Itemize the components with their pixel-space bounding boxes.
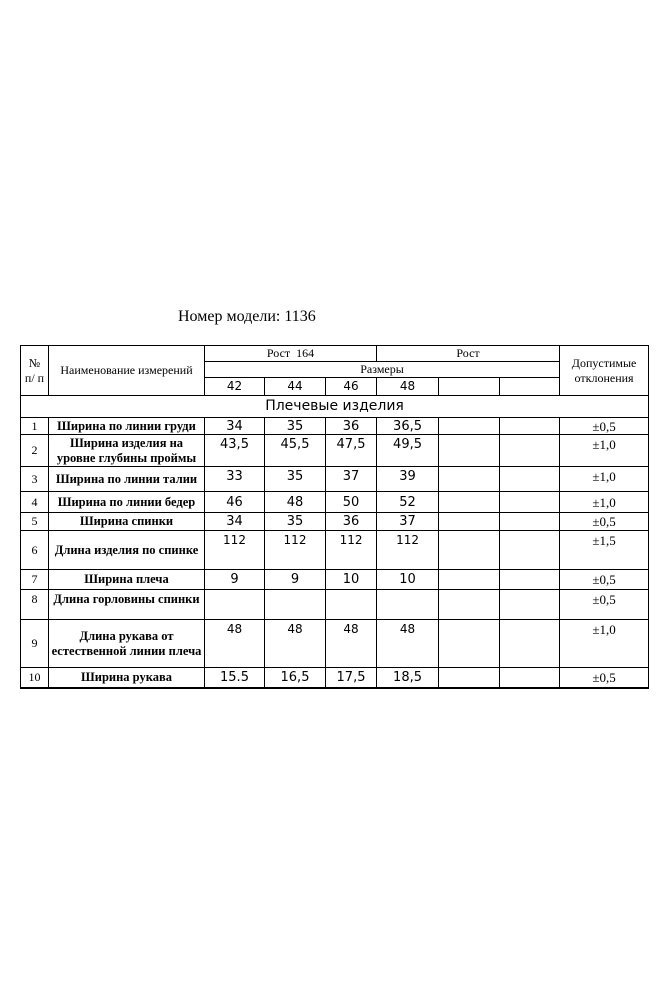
- value-cell: 34: [205, 513, 265, 531]
- tolerance-cell: ±1,5: [560, 531, 649, 570]
- header-height-164: Рост 164: [205, 346, 377, 362]
- measurement-name: Ширина рукава: [49, 668, 205, 688]
- size-cell: [439, 378, 500, 396]
- value-cell: [205, 590, 265, 620]
- value-cell: 48: [265, 620, 326, 668]
- measurement-name: Длина изделия по спинке: [49, 531, 205, 570]
- value-cell: [500, 570, 560, 590]
- table-row: [21, 467, 649, 492]
- value-cell: 112: [205, 531, 265, 570]
- value-cell: 48: [265, 492, 326, 513]
- value-cell: [265, 590, 326, 620]
- table-row: [21, 620, 649, 668]
- value-cell: 48: [326, 620, 377, 668]
- value-cell: [439, 668, 500, 688]
- value-cell: 46: [205, 492, 265, 513]
- value-cell: [439, 418, 500, 435]
- tolerance-cell: ±0,5: [560, 668, 649, 688]
- value-cell: [500, 418, 560, 435]
- row-number: 2: [21, 435, 49, 467]
- model-number-title: Номер модели: 1136: [178, 308, 316, 325]
- value-cell: 45,5: [265, 435, 326, 467]
- value-cell: [500, 620, 560, 668]
- value-cell: 112: [265, 531, 326, 570]
- measurement-name: Ширина по линии талии: [49, 467, 205, 492]
- value-cell: 18,5: [377, 668, 439, 688]
- table-row: [21, 513, 649, 531]
- row-number: 10: [21, 668, 49, 688]
- measurement-name: Ширина спинки: [49, 513, 205, 531]
- value-cell: [500, 492, 560, 513]
- measurement-name: Ширина плеча: [49, 570, 205, 590]
- value-cell: 50: [326, 492, 377, 513]
- header-measurement-name: Наименование измерений: [49, 346, 205, 396]
- table-row: [21, 435, 649, 467]
- value-cell: 48: [377, 620, 439, 668]
- value-cell: 49,5: [377, 435, 439, 467]
- value-cell: [439, 513, 500, 531]
- tolerance-cell: ±0,5: [560, 590, 649, 620]
- size-cell: 42: [205, 378, 265, 396]
- value-cell: 16,5: [265, 668, 326, 688]
- header-sizes: Размеры: [205, 362, 560, 378]
- value-cell: 52: [377, 492, 439, 513]
- value-cell: 43,5: [205, 435, 265, 467]
- value-cell: 112: [326, 531, 377, 570]
- tolerance-cell: ±1,0: [560, 467, 649, 492]
- value-cell: 9: [205, 570, 265, 590]
- section-title: Плечевые изделия: [21, 396, 649, 418]
- row-number: 7: [21, 570, 49, 590]
- value-cell: [326, 590, 377, 620]
- tolerance-cell: ±1,0: [560, 620, 649, 668]
- tolerance-cell: ±1,0: [560, 492, 649, 513]
- tolerance-cell: ±0,5: [560, 570, 649, 590]
- value-cell: [439, 467, 500, 492]
- row-number: 9: [21, 620, 49, 668]
- measurement-name: Ширина по линии груди: [49, 418, 205, 435]
- header-row-number: № п/ п: [21, 346, 49, 396]
- value-cell: 35: [265, 513, 326, 531]
- value-cell: [500, 435, 560, 467]
- value-cell: 36,5: [377, 418, 439, 435]
- value-cell: [500, 513, 560, 531]
- size-cell: 44: [265, 378, 326, 396]
- size-cell: 48: [377, 378, 439, 396]
- measurement-name: Длина рукава от естественной линии плеча: [49, 620, 205, 668]
- row-number: 3: [21, 467, 49, 492]
- value-cell: [439, 590, 500, 620]
- value-cell: [500, 590, 560, 620]
- header-tolerance: Допустимые отклонения: [560, 346, 649, 396]
- row-number: 4: [21, 492, 49, 513]
- value-cell: 15.5: [205, 668, 265, 688]
- value-cell: 112: [377, 531, 439, 570]
- tolerance-cell: ±1,0: [560, 435, 649, 467]
- value-cell: 17,5: [326, 668, 377, 688]
- value-cell: [439, 492, 500, 513]
- value-cell: 10: [377, 570, 439, 590]
- size-cell: 46: [326, 378, 377, 396]
- row-number: 1: [21, 418, 49, 435]
- row-number: 8: [21, 590, 49, 620]
- table-row: [21, 570, 649, 590]
- table-row: [21, 668, 649, 688]
- measurement-name: Длина горловины спинки: [49, 590, 205, 620]
- measurements-table: [20, 345, 649, 689]
- value-cell: 37: [326, 467, 377, 492]
- value-cell: [439, 570, 500, 590]
- value-cell: 36: [326, 513, 377, 531]
- row-number: 5: [21, 513, 49, 531]
- tolerance-cell: ±0,5: [560, 513, 649, 531]
- value-cell: 33: [205, 467, 265, 492]
- value-cell: 48: [205, 620, 265, 668]
- table-row: [21, 492, 649, 513]
- value-cell: 39: [377, 467, 439, 492]
- value-cell: 36: [326, 418, 377, 435]
- value-cell: [500, 668, 560, 688]
- value-cell: 34: [205, 418, 265, 435]
- row-number: 6: [21, 531, 49, 570]
- value-cell: 35: [265, 467, 326, 492]
- value-cell: 37: [377, 513, 439, 531]
- value-cell: 9: [265, 570, 326, 590]
- size-cell: [500, 378, 560, 396]
- value-cell: [439, 531, 500, 570]
- value-cell: [377, 590, 439, 620]
- value-cell: 47,5: [326, 435, 377, 467]
- table-row: [21, 590, 649, 620]
- header-height-2: Рост: [377, 346, 560, 362]
- table-row: [21, 418, 649, 435]
- measurement-name: Ширина по линии бедер: [49, 492, 205, 513]
- value-cell: [500, 467, 560, 492]
- value-cell: 10: [326, 570, 377, 590]
- value-cell: [439, 435, 500, 467]
- value-cell: [500, 531, 560, 570]
- value-cell: 35: [265, 418, 326, 435]
- table-row: [21, 531, 649, 570]
- tolerance-cell: ±0,5: [560, 418, 649, 435]
- measurement-name: Ширина изделия на уровне глубины проймы: [49, 435, 205, 467]
- value-cell: [439, 620, 500, 668]
